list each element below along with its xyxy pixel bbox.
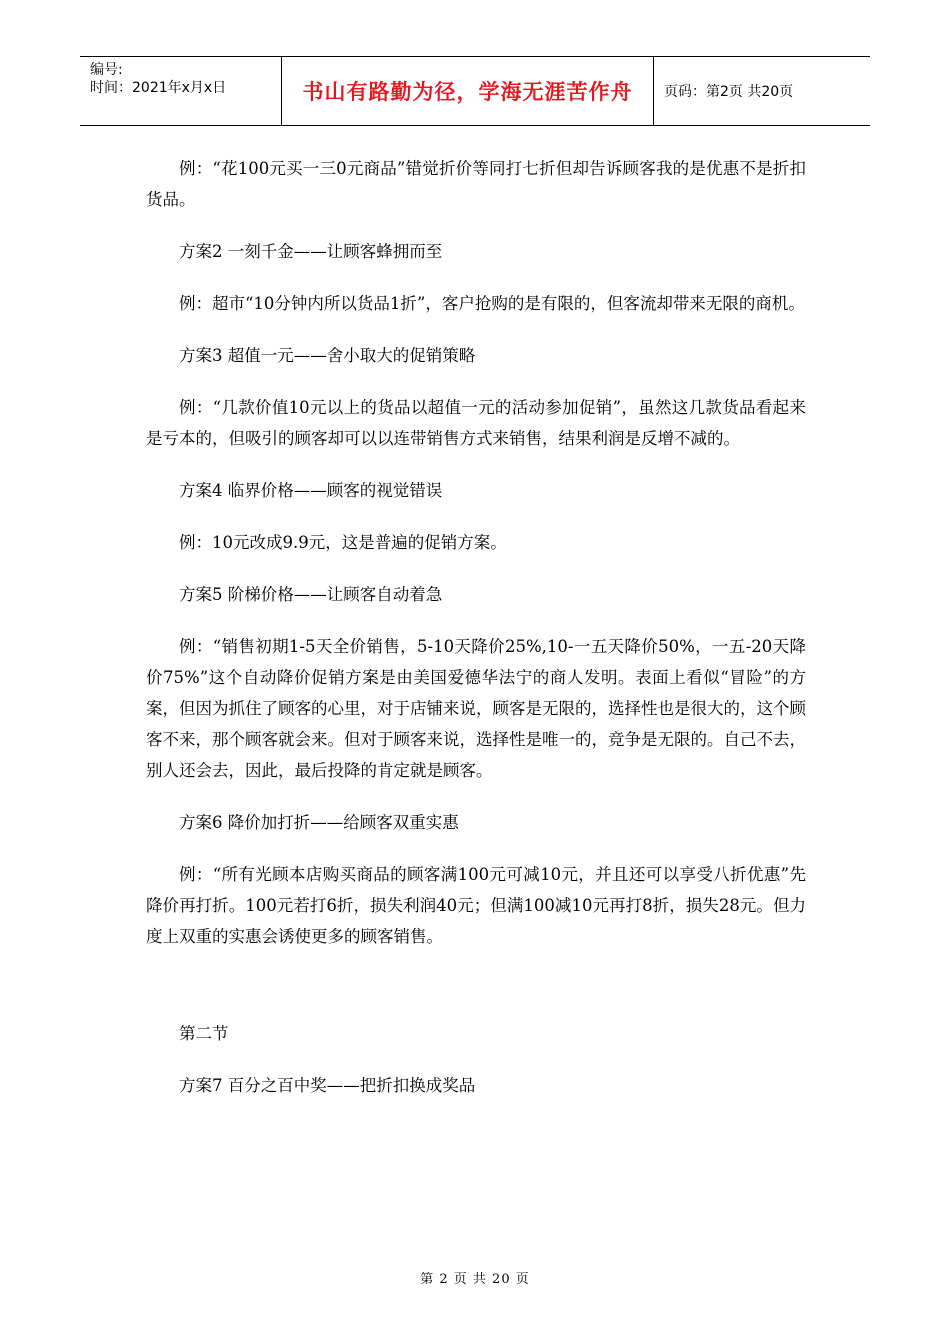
paragraph-example-1: 例：“花100元买一三0元商品”错觉折价等同打七折但却告诉顾客我的是优惠不是折扣货品。 <box>146 159 806 209</box>
heading-plan-3: 方案3 超值一元——舍小取大的促销策略 <box>179 346 476 365</box>
heading-plan-2: 方案2 一刻千金——让顾客蜂拥而至 <box>179 242 443 261</box>
paragraph-example-5: 例：“销售初期1-5天全价销售，5-10天降价25%,10-一五天降价50%，一五-20天降价75%”这个自动降价促销方案是由美国爱德华法宁的商人发明。表面上看似“冒险”的方案，但因为抓住了顾客的心里，对于店铺来说，顾客是无限的，选择性也是很大的，这个顾客不来，那个顾客就会来。但对于顾客来说，选择性是唯一的，竞争是无限的。自己不去，别人还会去，因此，最后投降的肯定就是顾客。 <box>146 637 806 780</box>
heading-plan-5: 方案5 阶梯价格——让顾客自动着急 <box>179 585 443 604</box>
page-footer: 第 2 页 共 20 页 <box>420 1272 530 1287</box>
paragraph-example-3: 例：“几款价值10元以上的货品以超值一元的活动参加促销”，虽然这几款货品看起来是亏本的，但吸引的顾客却可以以连带销售方式来销售，结果利润是反增不减的。 <box>146 398 806 448</box>
section-heading: 第二节 <box>179 1024 229 1043</box>
document-time-label: 时间：2021年x月x日 <box>90 80 227 96</box>
heading-plan-4: 方案4 临界价格——顾客的视觉错误 <box>179 481 443 500</box>
paragraph-example-4: 例：10元改成9.9元，这是普遍的促销方案。 <box>179 533 507 552</box>
heading-plan-7: 方案7 百分之百中奖——把折扣换成奖品 <box>179 1076 476 1095</box>
header-motto: 书山有路勤为径，学海无涯苦作舟 <box>282 57 654 125</box>
document-number-label: 编号: <box>90 62 123 78</box>
paragraph-example-2: 例：超市“10分钟内所以货品1折”，客户抢购的是有限的，但客流却带来无限的商机。 <box>179 294 805 313</box>
page-header <box>80 56 870 126</box>
document-body <box>146 153 806 1122</box>
header-meta-cell <box>80 57 282 125</box>
paragraph-example-6: 例：“所有光顾本店购买商品的顾客满100元可减10元，并且还可以享受八折优惠”先降价再打折。100元若打6折，损失利润40元；但满100减10元再打8折，损失28元。但力度上双重的实惠会诱使更多的顾客销售。 <box>146 865 806 946</box>
heading-plan-6: 方案6 降价加打折——给顾客双重实惠 <box>179 813 459 832</box>
header-page-info: 页码：第2页 共20页 <box>664 84 794 100</box>
